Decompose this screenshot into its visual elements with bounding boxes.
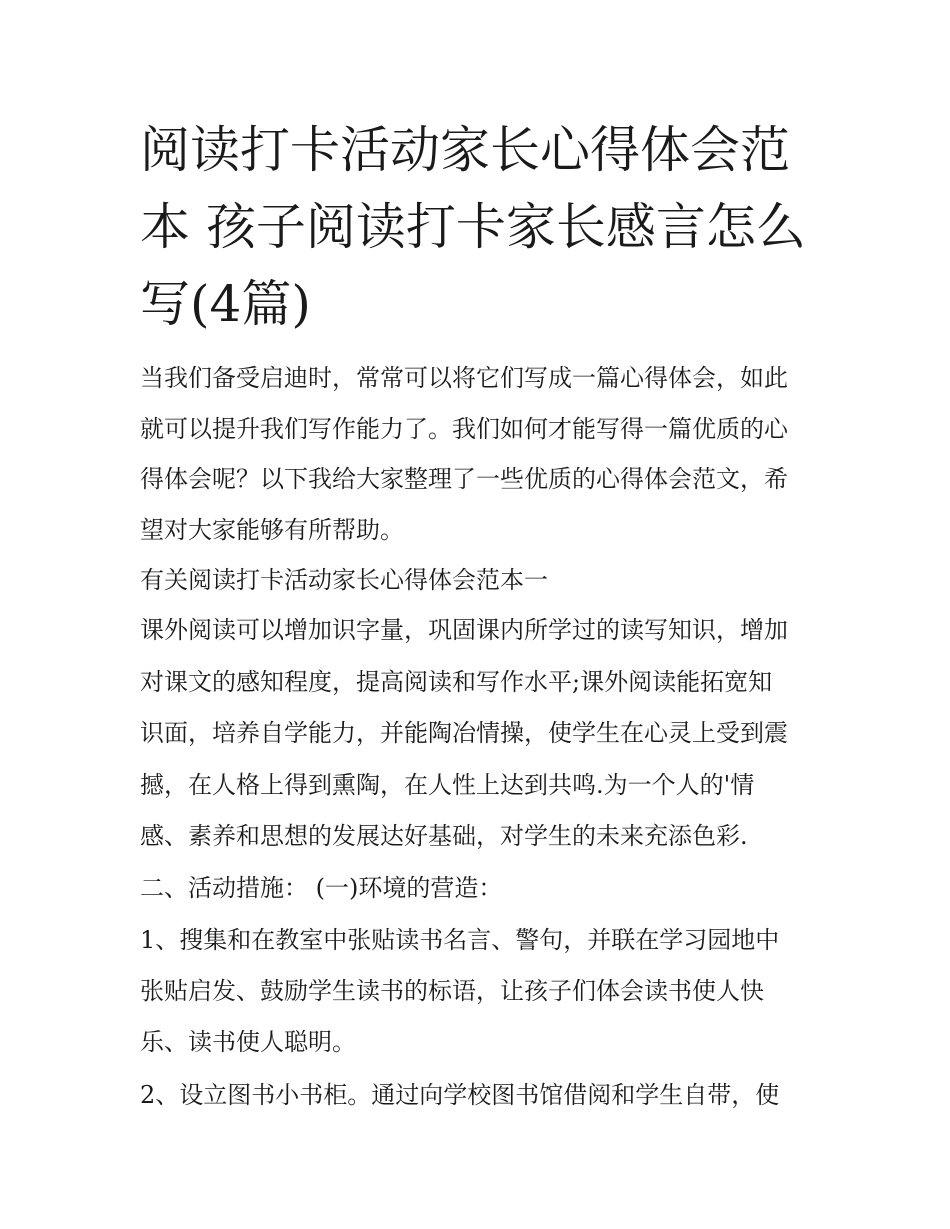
- document-content: [140, 112, 820, 1121]
- section-body-paragraph: 课外阅读可以增加识字量，巩固课内所学过的读写知识，增加 对课文的感知程度，提高阅读和写作水平;课外阅读能拓宽知 识面，培养自学能力，并能陶冶情操，使学生在心灵上受到震 撼，在人格上得到熏陶，在人性上达到共鸣.为一个人的'情 感、素养和思想的发展达好基础，对学生的未来充添色彩.: [140, 616, 788, 850]
- list-item-1: 1、搜集和在教室中张贴读书名言、警句，并联在学习园地中 张贴启发、鼓励学生读书的标语，让孩子们体会读书使人快 乐、读书使人聪明。: [140, 925, 780, 1056]
- intro-paragraph: 当我们备受启迪时，常常可以将它们写成一篇心得体会，如此 就可以提升我们写作能力了。我们如何才能写得一篇优质的心 得体会呢？以下我给大家整理了一些优质的心得体会范文，希 望对大家能够有所帮助。: [140, 364, 788, 544]
- section-heading: 有关阅读打卡活动家长心得体会范本一: [140, 566, 548, 594]
- measures-heading: 二、活动措施： (一)环境的营造：: [140, 873, 503, 902]
- document-title: 阅读打卡活动家长心得体会范 本 孩子阅读打卡家长感言怎么 写(4篇): [140, 121, 806, 333]
- list-item-2: 2、设立图书小书柜。通过向学校图书馆借阅和学生自带，使: [140, 1080, 780, 1109]
